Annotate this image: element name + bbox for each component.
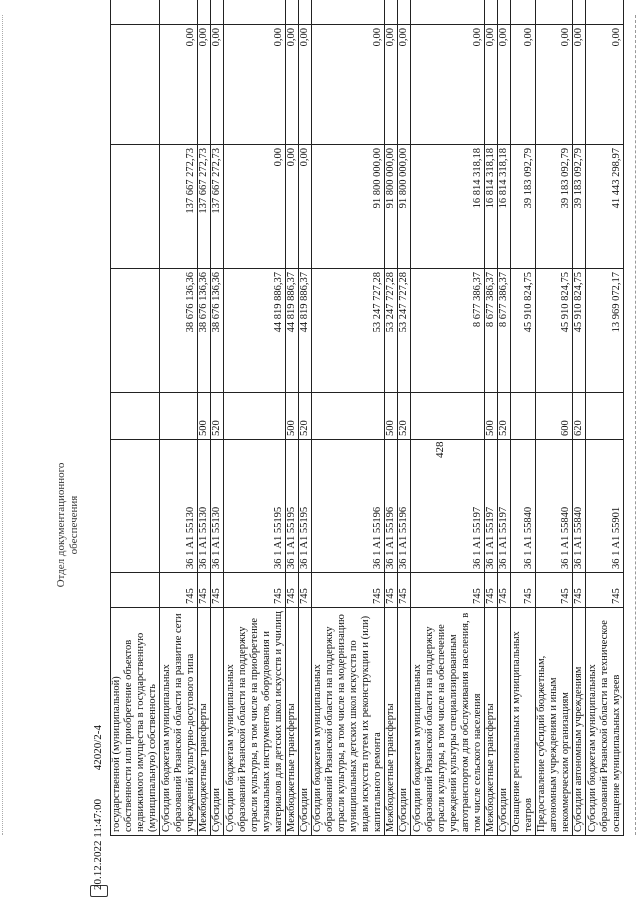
table-cell-v1: 8 677 386,37 (485, 269, 498, 393)
table-cell-name: Субсидии (398, 608, 411, 836)
table-cell-code: 36 1 A1 55196 (385, 440, 398, 573)
table-cell-v2: 91 800 000,00 (398, 145, 411, 269)
table-cell-blank (224, 0, 286, 25)
table-cell-v3: 0,00 (411, 25, 485, 145)
table-row (385, 0, 398, 836)
table-cell-blank (198, 0, 211, 25)
table-cell-v3: 0,00 (573, 25, 586, 145)
table-cell-code: 36 1 A1 55130 (211, 440, 224, 573)
table-cell-name: Оснащение региональных и муниципальных театров (511, 608, 536, 836)
table-cell-name: Субсидии (498, 608, 511, 836)
table-row (211, 0, 224, 836)
table-row (224, 0, 286, 836)
table-cell-v1: 44 819 886,37 (224, 269, 286, 393)
table-cell-v2: 41 443 298,97 (586, 145, 624, 269)
table-row (398, 0, 411, 836)
table-cell-code: 36 1 A1 55195 (286, 440, 299, 573)
table-cell-blank (312, 0, 385, 25)
table-cell-admin: 745 (198, 573, 211, 608)
table-cell-vr: 500 (198, 393, 211, 440)
table-cell-v2: 0,00 (224, 145, 286, 269)
table-cell-name: государственной (муниципальной) собственности или приобретение объектов недвижимого имущества в государственную (муниципальную) собственность (111, 608, 160, 836)
table-row (498, 0, 511, 836)
table-cell-v2: 16 814 318,18 (498, 145, 511, 269)
table-cell-code: 36 1 A1 55197 (485, 440, 498, 573)
table-cell-v3: 0,00 (312, 25, 385, 145)
table-cell-name: Субсидии бюджетам муниципальных образований Рязанской области на развитие сети учреждений культурно-досугового типа (160, 608, 198, 836)
table-cell-v2: 0,00 (299, 145, 312, 269)
table-cell-blank (286, 0, 299, 25)
footer-timestamp: 20.12.2022 11:47:00 (92, 799, 104, 890)
table-cell-vr (586, 393, 624, 440)
table-cell-vr (411, 393, 485, 440)
table-cell-vr (312, 393, 385, 440)
table-cell-vr: 500 (485, 393, 498, 440)
table-cell-admin: 745 (573, 573, 586, 608)
table-cell-code: 36 1 A1 55840 (511, 440, 536, 573)
table-cell-v1 (111, 269, 160, 393)
table-cell-v3: 0,00 (485, 25, 498, 145)
table-cell-blank (511, 0, 536, 25)
table-cell-vr: 600 (536, 393, 573, 440)
table-cell-v3: 0,00 (385, 25, 398, 145)
table-cell-v1: 38 676 136,36 (198, 269, 211, 393)
table-cell-v1: 13 969 072,17 (586, 269, 624, 393)
table-cell-v3: 0,00 (398, 25, 411, 145)
table-cell-code: 36 1 A1 55197 (411, 440, 485, 573)
table-cell-v3 (111, 25, 160, 145)
table-cell-code: 36 1 A1 55840 (573, 440, 586, 573)
table-cell-admin: 745 (286, 573, 299, 608)
table-cell-blank (498, 0, 511, 25)
table-cell-vr (111, 393, 160, 440)
table-cell-admin: 745 (211, 573, 224, 608)
table-cell-code: 36 1 A1 55195 (224, 440, 286, 573)
department-stamp: Отдел документационного обеспечения (55, 462, 80, 588)
table-cell-code (111, 440, 160, 573)
table-cell-admin: 745 (160, 573, 198, 608)
table-cell-v2: 16 814 318,18 (411, 145, 485, 269)
table-cell-v2: 91 800 000,00 (312, 145, 385, 269)
table-cell-admin: 745 (536, 573, 573, 608)
table-cell-vr: 520 (398, 393, 411, 440)
table-cell-v1: 45 910 824,75 (536, 269, 573, 393)
table-cell-v2: 137 667 272,73 (211, 145, 224, 269)
table-cell-code: 36 1 A1 55901 (586, 440, 624, 573)
table-cell-vr: 520 (299, 393, 312, 440)
page-number: 428 (434, 441, 446, 458)
table-cell-admin: 745 (299, 573, 312, 608)
top-edge-mark (2, 15, 5, 835)
table-cell-v2: 39 183 092,79 (573, 145, 586, 269)
table-cell-v3: 0,00 (536, 25, 573, 145)
table-cell-name: Субсидии бюджетам муниципальных образований Рязанской области на поддержку отрасли культуры, в том числе на приобретение музыкальных инструментов, оборудования и материалов для детских школ искусств и училищ (224, 608, 286, 836)
table-cell-v1: 44 819 886,37 (286, 269, 299, 393)
table-cell-v1: 8 677 386,37 (411, 269, 485, 393)
table-row (573, 0, 586, 836)
table-cell-blank (573, 0, 586, 25)
table-cell-blank (160, 0, 198, 25)
table-cell-admin (111, 573, 160, 608)
table-cell-code: 36 1 A1 55196 (398, 440, 411, 573)
table-row (586, 0, 624, 836)
table-cell-v2: 0,00 (286, 145, 299, 269)
table-cell-admin: 745 (224, 573, 286, 608)
table-cell-admin: 745 (586, 573, 624, 608)
table-cell-name: Межбюджетные трансферты (385, 608, 398, 836)
table-cell-name: Субсидии автономным учреждениям (573, 608, 586, 836)
table-cell-name: Субсидии бюджетам муниципальных образований Рязанской области на техническое оснащение муниципальных музеев (586, 608, 624, 836)
table-cell-v1: 38 676 136,36 (160, 269, 198, 393)
table-cell-v1: 45 910 824,75 (511, 269, 536, 393)
table-cell-v1: 8 677 386,37 (498, 269, 511, 393)
table-row (411, 0, 485, 836)
table-cell-v1: 44 819 886,37 (299, 269, 312, 393)
table-cell-admin: 745 (485, 573, 498, 608)
budget-table (110, 0, 624, 836)
table-cell-v3: 0,00 (498, 25, 511, 145)
table-cell-v2 (111, 145, 160, 269)
table-cell-admin: 745 (498, 573, 511, 608)
table-cell-name: Субсидии (211, 608, 224, 836)
table-row (198, 0, 211, 836)
table-cell-admin: 745 (398, 573, 411, 608)
table-cell-v1: 38 676 136,36 (211, 269, 224, 393)
table-cell-v1: 53 247 727,28 (385, 269, 398, 393)
table-cell-v3: 0,00 (224, 25, 286, 145)
table-cell-code: 36 1 A1 55130 (198, 440, 211, 573)
table-cell-vr: 520 (498, 393, 511, 440)
table-cell-v2: 39 183 092,79 (511, 145, 536, 269)
table-cell-v2: 91 800 000,00 (385, 145, 398, 269)
table-cell-v3: 0,00 (198, 25, 211, 145)
table-cell-name: Предоставление субсидий бюджетным, автономным учреждениям и иным некоммерческим организациям (536, 608, 573, 836)
table-cell-v3: 0,00 (286, 25, 299, 145)
table-cell-code: 36 1 A1 55130 (160, 440, 198, 573)
table-cell-blank (111, 0, 160, 25)
table-cell-blank (411, 0, 485, 25)
table-cell-admin: 745 (511, 573, 536, 608)
table-cell-code: 36 1 A1 55840 (536, 440, 573, 573)
table-cell-name: Межбюджетные трансферты (485, 608, 498, 836)
table-cell-code: 36 1 A1 55196 (312, 440, 385, 573)
table-cell-name: Субсидии бюджетам муниципальных образований Рязанской области на поддержку отрасли культуры, в том числе на обеспечение учреждений культуры специализированным автотранспортом для обслуживания населения, в том числе сельского населения (411, 608, 485, 836)
table-cell-v3: 0,00 (160, 25, 198, 145)
table-cell-admin: 745 (411, 573, 485, 608)
table-cell-code: 36 1 A1 55197 (498, 440, 511, 573)
footer (92, 699, 104, 890)
table-cell-v3: 0,00 (586, 25, 624, 145)
table-cell-vr: 620 (573, 393, 586, 440)
table-cell-v3: 0,00 (299, 25, 312, 145)
table-cell-vr (511, 393, 536, 440)
table-cell-v1: 53 247 727,28 (398, 269, 411, 393)
table-cell-code: 36 1 A1 55195 (299, 440, 312, 573)
table-cell-vr: 500 (286, 393, 299, 440)
table-cell-v3: 0,00 (211, 25, 224, 145)
table-cell-name: Межбюджетные трансферты (286, 608, 299, 836)
table-cell-blank (385, 0, 398, 25)
table-cell-name: Субсидии бюджетам муниципальных образований Рязанской области на поддержку отрасли культуры, в том числе на модернизацию муниципальных детских школ искусств по видам искусств путем их реконструкции и (или) капитального ремонта (312, 608, 385, 836)
table-cell-blank (398, 0, 411, 25)
table-cell-vr: 520 (211, 393, 224, 440)
table-cell-blank (211, 0, 224, 25)
footer-doc-code: 42020/2-4 (92, 725, 104, 771)
table-cell-v2: 137 667 272,73 (160, 145, 198, 269)
table-cell-v2: 16 814 318,18 (485, 145, 498, 269)
table-row (485, 0, 498, 836)
table-cell-v2: 39 183 092,79 (536, 145, 573, 269)
table-cell-blank (586, 0, 624, 25)
table-row (299, 0, 312, 836)
table-cell-blank (485, 0, 498, 25)
bottom-edge-mark (635, 15, 640, 835)
table-cell-blank (536, 0, 573, 25)
table-row (312, 0, 385, 836)
table-row (511, 0, 536, 836)
table-row (160, 0, 198, 836)
table-row (286, 0, 299, 836)
table-cell-blank (299, 0, 312, 25)
table-cell-admin: 745 (312, 573, 385, 608)
table-cell-vr (160, 393, 198, 440)
table-row (536, 0, 573, 836)
table-cell-vr: 500 (385, 393, 398, 440)
table-cell-name: Субсидии (299, 608, 312, 836)
table-row (111, 0, 160, 836)
table-cell-name: Межбюджетные трансферты (198, 608, 211, 836)
table-cell-v1: 45 910 824,75 (573, 269, 586, 393)
table-cell-admin: 745 (385, 573, 398, 608)
table-cell-vr (224, 393, 286, 440)
table-cell-v2: 137 667 272,73 (198, 145, 211, 269)
table-cell-v3: 0,00 (511, 25, 536, 145)
table-cell-v1: 53 247 727,28 (312, 269, 385, 393)
